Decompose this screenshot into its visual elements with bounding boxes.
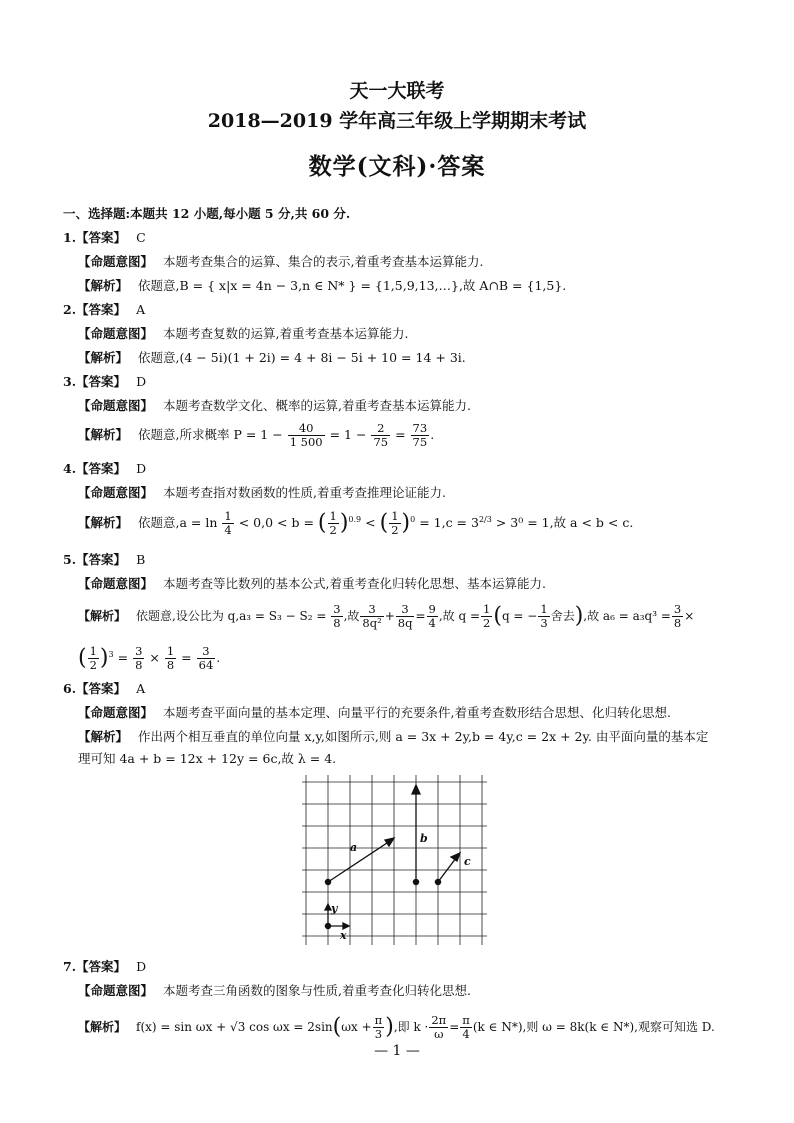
q6-intent: 【命题意图】 本题考查平面向量的基本定理、向量平行的充要条件,着重考查数形结合思想、化归转化思想.: [78, 705, 671, 720]
label-b: b: [420, 832, 428, 845]
q3-intent: 【命题意图】 本题考查数学文化、概率的运算,着重考查基本运算能力.: [78, 398, 471, 413]
q4-analysis: 【解析】 依题意,a = ln $\frac{1}{4}$ < 0,0 < b = ( $\frac{1}{2}$ )$^{0.9}$ < ( $\frac{1}{2}$ )$^0 = 1,c = 3^{2/3} > 3^0 = 1$,故 a < b < c.: [78, 509, 634, 537]
q6-answer: 6.【答案】 A: [63, 681, 146, 696]
q2-analysis: 【解析】 依题意,(4 − 5i)(1 + 2i) = 4 + 8i − 5i + 10 = 14 + 3i.: [78, 350, 466, 365]
label-x: x: [340, 929, 347, 942]
q7-intent: 【命题意图】 本题考查三角函数的图象与性质,着重考查化归转化思想.: [78, 983, 471, 998]
page-number: — 1 —: [374, 1043, 420, 1059]
q5-intent: 【命题意图】 本题考查等比数列的基本公式,着重考查化归转化思想、基本运算能力.: [78, 576, 546, 591]
vector-c-arrow: [451, 853, 460, 861]
label-c: c: [464, 855, 471, 868]
label-y: y: [331, 902, 338, 915]
title-union-exam: 天一大联考: [349, 80, 445, 102]
vector-a-arrow: [385, 838, 394, 846]
q6-analysis-line2: 理可知 4a + b = 12x + 12y = 6c,故 λ = 4.: [78, 751, 337, 766]
q2-answer: 2.【答案】 A: [63, 302, 146, 317]
q2-intent: 【命题意图】 本题考查复数的运算,着重考查基本运算能力.: [78, 326, 409, 341]
q1-answer: 1.【答案】 C: [63, 230, 146, 245]
q7-analysis: 【解析】 f(x) = sin ωx + √3 cos ωx = 2sin(ωx + $\frac{\pi}{3}$ ),即 k · $\frac{2\pi}{\omega}$ = $\frac{\pi}{4}$ (k ∈ N*),则 ω = 8k(k ∈ N*),观察可知选 D.: [78, 1013, 715, 1041]
section-title: 一、选择题:本题共 12 小题,每小题 5 分,共 60 分.: [63, 206, 351, 221]
grid-lines: [302, 775, 487, 945]
q5-analysis-line1: 【解析】 依题意,设公比为 q,a₃ = S₃ − S₂ = $\frac{3}{8}$ ,故 $\frac{3}{\text{8q²}}$ + $\frac{3}{8q}$ = $\frac{9}{4}$ ,故 q = $\frac{1}{2}$ (q = − $\frac{1}{3}$ 舍去),故 a₆ = a₃q³ = $\frac{3}{8}$ ×: [78, 602, 695, 630]
vector-grid-figure: [302, 775, 492, 950]
point-b-start: [413, 879, 418, 884]
q4-answer: 4.【答案】 D: [63, 461, 147, 476]
q3-analysis: 【解析】 依题意,所求概率 P = 1 − $\frac{40}{1 500}$ = 1 − $\frac{2}{75}$ = $\frac{73}{75}$ .: [78, 421, 435, 449]
q1-intent: 【命题意图】 本题考查集合的运算、集合的表示,着重考查基本运算能力.: [78, 254, 484, 269]
q4-intent: 【命题意图】 本题考查指对数函数的性质,着重考查推理论证能力.: [78, 485, 446, 500]
label-a: a: [350, 841, 358, 854]
q5-analysis-line2: ( $\frac{1}{2}$ )$^3$ = $\frac{3}{8}$ × $\frac{1}{8}$ = $\frac{3}{64}$ .: [78, 644, 221, 672]
point-c-start: [435, 879, 440, 884]
q1-analysis: 【解析】 依题意,B = { x|x = 4n − 3,n ∈ N* } = {1,5,9,13,…},故 A∩B = {1,5}.: [78, 278, 567, 293]
q5-answer: 5.【答案】 B: [63, 552, 146, 567]
point-origin: [325, 923, 330, 928]
q3-answer: 3.【答案】 D: [63, 374, 147, 389]
point-a-start: [325, 879, 330, 884]
title-subject: 数学(文科)·答案: [308, 153, 486, 180]
vector-b-arrow: [412, 785, 420, 794]
vector-a-line: [328, 841, 390, 882]
title-exam-name: 2018—2019 学年高三年级上学期期末考试: [207, 110, 587, 132]
q6-analysis-line1: 【解析】 作出两个相互垂直的单位向量 x,y,如图所示,则 a = 3x + 2y,b = 4y,c = 2x + 2y. 由平面向量的基本定: [78, 729, 709, 744]
q7-answer: 7.【答案】 D: [63, 959, 147, 974]
